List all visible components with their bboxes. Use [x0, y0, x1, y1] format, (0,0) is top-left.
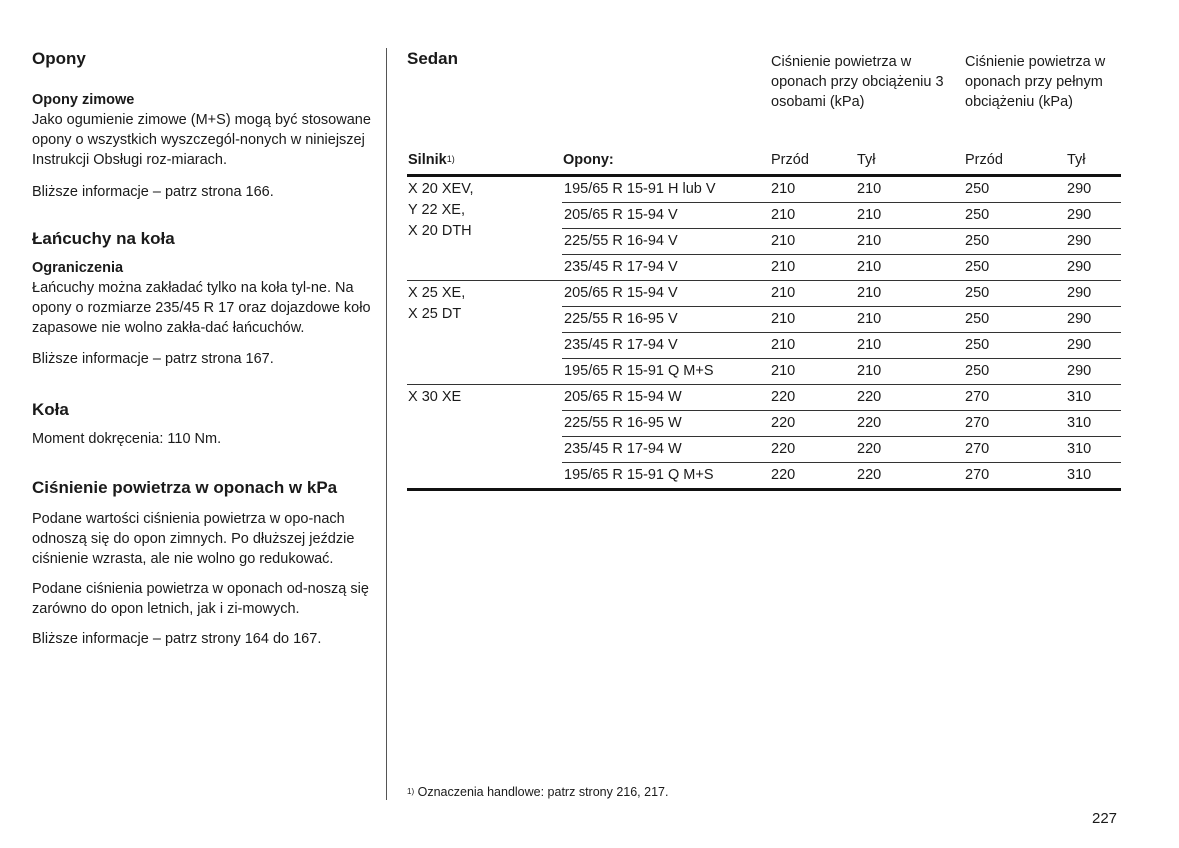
- engine-list: [408, 387, 461, 408]
- pressure-value-v1: 210: [771, 233, 796, 249]
- section-title-cisnienie: Ciśnienie powietrza w oponach w kPa: [32, 478, 338, 497]
- pressure-value-v1: 220: [771, 389, 796, 405]
- cisnienie-text-2: Podane ciśnienia powietrza w oponach od-noszą się zarówno do opon letnich, jak i zi-mowych.: [32, 581, 369, 617]
- column-header-silnik: [408, 150, 455, 170]
- pressure-value-v2: 220: [857, 467, 882, 483]
- tire-size: 235/45 R 17-94 V: [564, 337, 678, 353]
- silnik-label: Silnik: [408, 152, 447, 168]
- pressure-value-v4: 290: [1067, 363, 1092, 379]
- pressure-value-v1: 220: [771, 415, 796, 431]
- engine-list: [408, 283, 465, 325]
- table-row: [562, 333, 1121, 359]
- pressure-value-v2: 210: [857, 207, 882, 223]
- tire-size: 205/65 R 15-94 V: [564, 207, 678, 223]
- tire-size: 225/55 R 16-95 W: [564, 415, 682, 431]
- pressure-value-v1: 210: [771, 181, 796, 197]
- tire-size: 195/65 R 15-91 Q M+S: [564, 467, 714, 483]
- engine-code: Y 22 XE,: [408, 202, 465, 218]
- pressure-value-v1: 210: [771, 363, 796, 379]
- tire-size: 225/55 R 16-94 V: [564, 233, 678, 249]
- pressure-value-v2: 210: [857, 259, 882, 275]
- column-header-tyl-b: Tył: [1067, 152, 1086, 168]
- pressure-value-v1: 210: [771, 285, 796, 301]
- page-number: 227: [1092, 810, 1118, 827]
- pressure-value-v1: 210: [771, 311, 796, 327]
- table-row: [562, 229, 1121, 255]
- engine-group: [407, 177, 1121, 281]
- group-header-3-persons: Ciśnienie powietrza w oponach przy obciążeniu 3 osobami (kPa): [771, 54, 944, 110]
- subsection-title-ograniczenia: Ograniczenia: [32, 260, 124, 276]
- footnote-mark: 1): [407, 787, 415, 796]
- pressure-value-v3: 250: [965, 363, 990, 379]
- pressure-value-v2: 210: [857, 311, 882, 327]
- ograniczenia-text: Łańcuchy można zakładać tylko na koła tyl-ne. Na opony o rozmiarze 235/45 R 17 oraz dojazdowe koło zapasowe nie wolno zakła-dać łańcuchów.: [32, 280, 371, 336]
- pressure-value-v3: 270: [965, 441, 990, 457]
- pressure-value-v3: 250: [965, 207, 990, 223]
- cisnienie-reference: Bliższe informacje – patrz strony 164 do 167.: [32, 631, 322, 647]
- pressure-value-v3: 270: [965, 467, 990, 483]
- pressure-value-v3: 270: [965, 415, 990, 431]
- pressure-value-v1: 210: [771, 207, 796, 223]
- pressure-value-v2: 220: [857, 441, 882, 457]
- table-row: [562, 411, 1121, 437]
- pressure-value-v3: 270: [965, 389, 990, 405]
- footnote-ref: 1): [446, 154, 455, 164]
- table-row: [562, 359, 1121, 384]
- table-row: [562, 463, 1121, 488]
- column-header-przod-a: Przód: [771, 152, 809, 168]
- footnote: [407, 784, 668, 800]
- zimowe-text: Jako ogumienie zimowe (M+S) mogą być stosowane opony o wszystkich wyszczegól-nonych w niniejszej Instrukcji Obsługi roz-miarach.: [32, 112, 371, 168]
- pressure-table: [407, 177, 1121, 491]
- section-title-opony: Opony: [32, 49, 86, 68]
- pressure-value-v4: 290: [1067, 285, 1092, 301]
- pressure-value-v1: 210: [771, 259, 796, 275]
- table-row: [562, 281, 1121, 307]
- pressure-value-v4: 290: [1067, 259, 1092, 275]
- pressure-value-v1: 220: [771, 441, 796, 457]
- subsection-title-zimowe: Opony zimowe: [32, 92, 135, 108]
- pressure-value-v4: 290: [1067, 207, 1092, 223]
- column-header-opony: Opony:: [563, 152, 614, 168]
- engine-group: [407, 385, 1121, 491]
- tire-size: 195/65 R 15-91 H lub V: [564, 181, 716, 197]
- pressure-value-v4: 290: [1067, 337, 1092, 353]
- pressure-value-v2: 210: [857, 337, 882, 353]
- pressure-value-v3: 250: [965, 285, 990, 301]
- pressure-value-v2: 210: [857, 285, 882, 301]
- pressure-value-v2: 210: [857, 181, 882, 197]
- pressure-value-v3: 250: [965, 181, 990, 197]
- column-header-tyl-a: Tył: [857, 152, 876, 168]
- tire-size: 235/45 R 17-94 V: [564, 259, 678, 275]
- pressure-value-v4: 290: [1067, 311, 1092, 327]
- column-divider: [386, 48, 387, 800]
- pressure-value-v3: 250: [965, 259, 990, 275]
- zimowe-reference: Bliższe informacje – patrz strona 166.: [32, 184, 274, 200]
- pressure-value-v3: 250: [965, 311, 990, 327]
- engine-code: X 20 DTH: [408, 223, 472, 239]
- engine-group: [407, 281, 1121, 385]
- tire-size: 235/45 R 17-94 W: [564, 441, 682, 457]
- engine-code: X 25 XE,: [408, 285, 466, 301]
- table-row: [562, 437, 1121, 463]
- engine-code: X 20 XEV,: [408, 181, 474, 197]
- engine-code: X 25 DT: [408, 306, 462, 322]
- section-title-lancuchy: Łańcuchy na koła: [32, 229, 175, 248]
- pressure-value-v2: 220: [857, 415, 882, 431]
- pressure-value-v4: 310: [1067, 415, 1092, 431]
- kola-text: Moment dokręcenia: 110 Nm.: [32, 431, 222, 447]
- table-row: [562, 255, 1121, 280]
- group-header-full-load: Ciśnienie powietrza w oponach przy pełnym obciążeniu (kPa): [965, 54, 1106, 110]
- pressure-value-v2: 220: [857, 389, 882, 405]
- pressure-value-v4: 310: [1067, 467, 1092, 483]
- table-row: [562, 307, 1121, 333]
- tire-size: 195/65 R 15-91 Q M+S: [564, 363, 714, 379]
- tire-size: 205/65 R 15-94 V: [564, 285, 678, 301]
- tire-size: 225/55 R 16-95 V: [564, 311, 678, 327]
- footnote-text: Oznaczenia handlowe: patrz strony 216, 217.: [417, 785, 669, 799]
- pressure-value-v1: 220: [771, 467, 796, 483]
- pressure-value-v2: 210: [857, 233, 882, 249]
- cisnienie-text-1: Podane wartości ciśnienia powietrza w opo-nach odnoszą się do opon zimnych. Po dłuższej jeździe ciśnienie wzrasta, ale nie wolno go redukować.: [32, 511, 355, 567]
- pressure-value-v3: 250: [965, 233, 990, 249]
- pressure-value-v2: 210: [857, 363, 882, 379]
- pressure-value-v3: 250: [965, 337, 990, 353]
- pressure-value-v4: 290: [1067, 233, 1092, 249]
- table-row: [562, 203, 1121, 229]
- left-column: [32, 48, 372, 649]
- pressure-value-v4: 290: [1067, 181, 1092, 197]
- table-row: [562, 385, 1121, 411]
- engine-code: X 30 XE: [408, 389, 462, 405]
- engine-list: [408, 179, 474, 242]
- pressure-value-v4: 310: [1067, 441, 1092, 457]
- lancuchy-reference: Bliższe informacje – patrz strona 167.: [32, 351, 274, 367]
- column-header-przod-b: Przód: [965, 152, 1003, 168]
- pressure-value-v1: 210: [771, 337, 796, 353]
- table-row: [562, 177, 1121, 203]
- pressure-value-v4: 310: [1067, 389, 1092, 405]
- section-title-kola: Koła: [32, 400, 69, 419]
- sedan-title: Sedan: [407, 49, 459, 68]
- tire-size: 205/65 R 15-94 W: [564, 389, 682, 405]
